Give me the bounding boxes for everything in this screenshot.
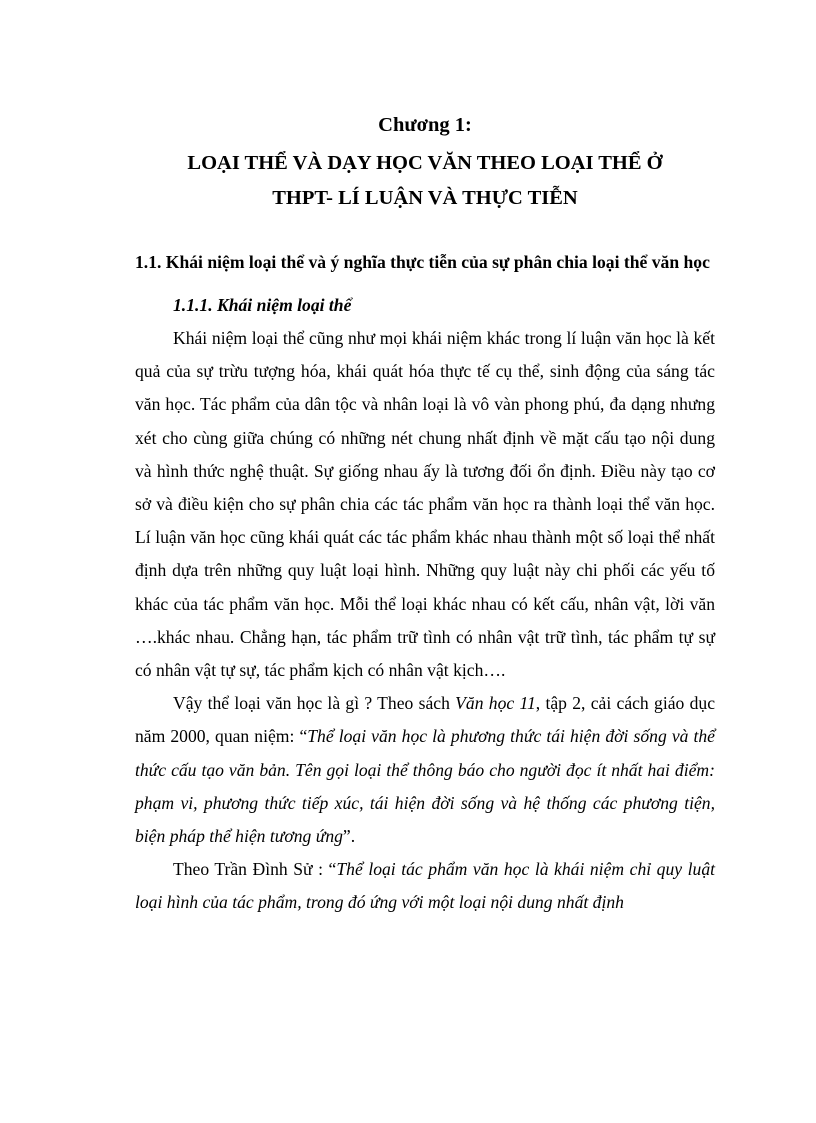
chapter-number: Chương 1: xyxy=(378,114,472,136)
chapter-title-line-2: THPT- LÍ LUẬN VÀ THỰC TIỄN xyxy=(272,187,578,209)
paragraph-2-intro: Vậy thể loại văn học là gì ? Theo sách xyxy=(173,693,456,714)
paragraph-2-end: ”. xyxy=(342,826,356,847)
chapter-heading xyxy=(135,108,715,216)
paragraph-3-quote: Thể loại tác phẩm văn học là khái niệm chỉ quy luật loại hình của tác phẩm, trong đó ứng với một loại nội dung nhất định xyxy=(135,859,715,913)
document-page xyxy=(135,108,715,920)
paragraph-2 xyxy=(135,687,715,853)
paragraph-2-quote: Thể loại văn học là phương thức tái hiện đời sống và thể thức cấu tạo văn bản. Tên gọi loại thể thông báo cho người đọc ít nhất hai điểm: phạm vi, phương thức tiếp xúc, tái hiện đời sống và hệ thống các phương tiện, biện pháp thể hiện tương ứng xyxy=(135,726,715,847)
paragraph-2-source: , tập 2, cải cách giáo dục năm 2000, quan niệm: “ xyxy=(135,693,716,747)
book-title: Văn học 11 xyxy=(455,693,536,714)
chapter-title-line-1: LOẠI THỂ VÀ DẠY HỌC VĂN THEO LOẠI THỂ Ở xyxy=(187,152,663,174)
paragraph-1: Khái niệm loại thể cũng như mọi khái niệm khác trong lí luận văn học là kết quả của sự trừu tượng hóa, khái quát hóa thực tế cụ thể, sinh động của sáng tác văn học. Tác phẩm của dân tộc và nhân loại là vô vàn phong phú, đa dạng nhưng xét cho cùng giữa chúng có những nét chung nhất định về mặt cấu tạo nội dung và hình thức nghệ thuật. Sự giống nhau ấy là tương đối ổn định. Điều này tạo cơ sở và điều kiện cho sự phân chia các tác phẩm văn học ra thành loại thể văn học. Lí luận văn học cũng khái quát các tác phẩm khác nhau thành một số loại thể nhất định dựa trên những quy luật loại hình. Những quy luật này chi phối các yếu tố khác của tác phẩm văn học. Mỗi thể loại khác nhau có kết cấu, nhân vật, lời văn ….khác nhau. Chẳng hạn, tác phẩm trữ tình có nhân vật trữ tình, tác phẩm tự sự có nhân vật tự sự, tác phẩm kịch có nhân vật kịch…. xyxy=(135,328,715,681)
section-heading: 1.1. Khái niệm loại thể và ý nghĩa thực tiễn của sự phân chia loại thể văn học xyxy=(135,252,710,272)
paragraph-3 xyxy=(135,853,715,919)
paragraph-3-intro: Theo Trần Đình Sử : “ xyxy=(173,859,337,880)
subsection-heading: 1.1.1. Khái niệm loại thể xyxy=(173,295,352,315)
